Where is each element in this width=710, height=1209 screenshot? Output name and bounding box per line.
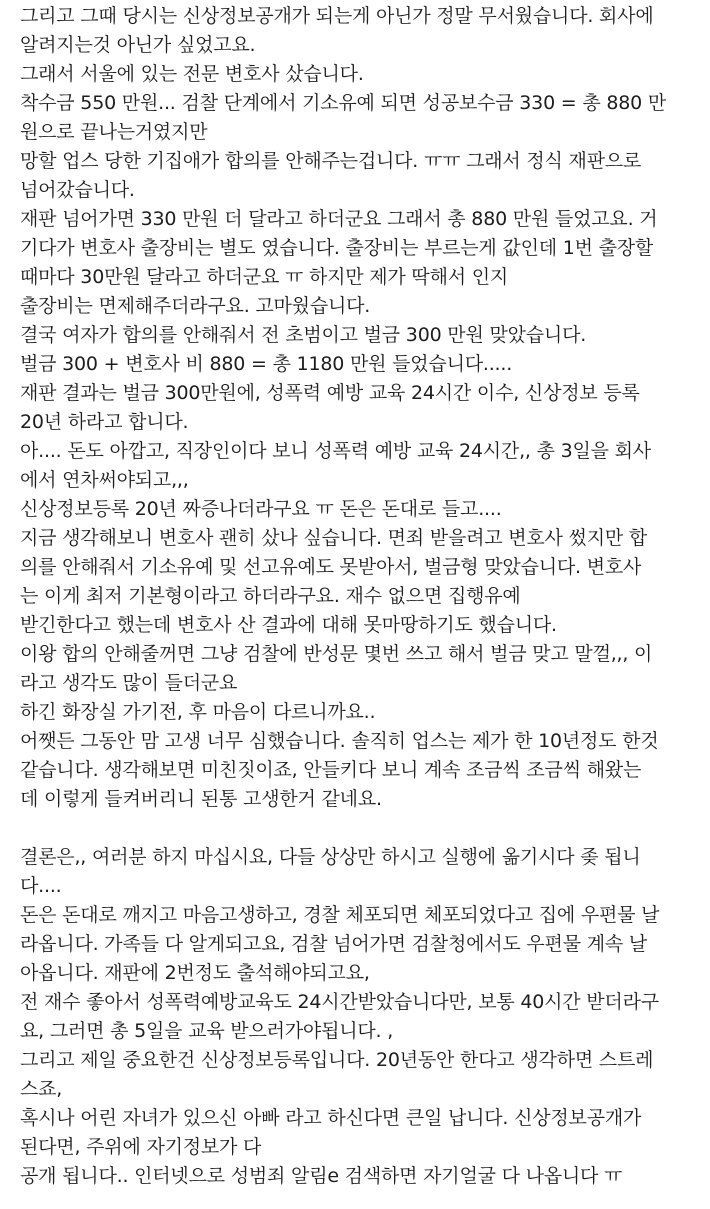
text-line-3: 그래서 서울에 있는 전문 변호사 샀습니다. <box>20 63 364 85</box>
text-line-19: 지금 생각해보니 변호사 괜히 샀나 싶습니다. 면죄 받을려고 변호사 썼지만 합 <box>20 527 648 549</box>
text-line-15: 20년 하라고 합니다. <box>20 411 189 433</box>
text-line-7: 넘어갔습니다. <box>20 179 135 201</box>
text-line-10: 때마다 30만원 달라고 하더군요 ㅠ 하지만 제가 딱해서 인지 <box>20 266 509 288</box>
text-line-36: 요, 그러면 총 5일을 교육 받으러가야됩니다. , <box>20 1020 394 1042</box>
text-line-17: 에서 연차써야되고,,, <box>20 469 189 491</box>
text-line-38: 스죠, <box>20 1078 63 1100</box>
text-line-32: 돈은 돈대로 깨지고 마음고생하고, 경찰 체포되면 체포되었다고 집에 우편물 날 <box>20 904 660 926</box>
text-line-11: 출장비는 면제해주더라구요. 고마웠습니다. <box>20 295 371 317</box>
text-line-41: 공개 됩니다.. 인터넷으로 성범죄 알림e 검색하면 자기얼굴 다 나옵니다 ㅠ <box>20 1165 623 1187</box>
text-line-25: 하긴 화장실 가기전, 후 마음이 다르니까요.. <box>20 701 376 723</box>
text-line-4: 착수금 550 만원... 검찰 단계에서 기소유예 되면 성공보수금 330 = 총 880 만 <box>20 92 667 114</box>
text-line-31: 다.... <box>20 875 62 897</box>
text-line-22: 받긴한다고 했는데 변호사 산 결과에 대해 못마땅하기도 했습니다. <box>20 614 557 636</box>
text-line-30: 결론은,, 여러분 하지 마십시요, 다들 상상만 하시고 실행에 옮기시다 좆 됩니 <box>20 846 641 868</box>
text-line-35: 전 재수 좋아서 성폭력예방교육도 24시간받았습니다만, 보통 40시간 받더라구 <box>20 991 659 1013</box>
text-line-2: 알려지는것 아닌가 싶었고요. <box>20 34 256 56</box>
text-line-16: 아.... 돈도 아깝고, 직장인이다 보니 성폭력 예방 교육 24시간,, 총 3일을 회사 <box>20 440 651 462</box>
text-line-27: 같습니다. 생각해보면 미친짓이죠, 안들키다 보니 계속 조금씩 조금씩 해왔는 <box>20 759 642 781</box>
text-line-13: 벌금 300 + 변호사 비 880 = 총 1180 만원 들었습니다..... <box>20 353 513 375</box>
text-line-6: 망할 업스 당한 기집애가 합의를 안해주는겁니다. ㅠㅠ 그래서 정식 재판으로 <box>20 150 642 172</box>
text-line-24: 라고 생각도 많이 들더군요 <box>20 672 238 694</box>
text-line-34: 아옵니다. 재판에 2번정도 출석해야되고요, <box>20 962 370 984</box>
text-line-21: 는 이게 최저 기본형이라고 하더라구요. 재수 없으면 집행유예 <box>20 585 521 607</box>
text-line-12: 결국 여자가 합의를 안해줘서 전 초범이고 벌금 300 만원 맞았습니다. <box>20 324 587 346</box>
text-line-33: 라옵니다. 가족들 다 알게되고요, 검찰 넘어가면 검찰청에서도 우편물 계속 날 <box>20 933 648 955</box>
text-line-9: 기다가 변호사 출장비는 별도 였습니다. 출장비는 부르는게 값인데 1번 출장할 <box>20 237 654 259</box>
text-line-14: 재판 결과는 벌금 300만원에, 성폭력 예방 교육 24시간 이수, 신상정보 등록 <box>20 382 640 404</box>
text-line-39: 혹시나 어린 자녀가 있으신 아빠 라고 하신다면 큰일 납니다. 신상정보공개가 <box>20 1107 642 1129</box>
text-line-5: 원으로 끝나는거였지만 <box>20 121 208 143</box>
text-line-20: 의를 안해줘서 기소유예 및 선고유예도 못받아서, 벌금형 맞았습니다. 변호사 <box>20 556 642 578</box>
text-line-8: 재판 넘어가면 330 만원 더 달라고 하더군요 그래서 총 880 만원 들었고요. 거 <box>20 208 658 230</box>
text-line-37: 그리고 제일 중요한건 신상정보등록입니다. 20년동안 한다고 생각하면 스트레 <box>20 1049 654 1071</box>
text-line-40: 된다면, 주위에 자기정보가 다 <box>20 1136 262 1158</box>
text-line-1: 그리고 그때 당시는 신상정보공개가 되는게 아닌가 정말 무서웠습니다. 회사에 <box>20 5 654 27</box>
text-line-26: 어쨋든 그동안 맘 고생 너무 심했습니다. 솔직히 업스는 제가 한 10년정도 한것 <box>20 730 659 752</box>
text-line-18: 신상정보등록 20년 짜증나더라구요 ㅠ 돈은 돈대로 들고.... <box>20 498 502 520</box>
text-line-23: 이왕 합의 안해줄꺼면 그냥 검찰에 반성문 몇번 쓰고 해서 벌금 맞고 말껄,,, 이 <box>20 643 653 665</box>
text-line-28: 데 이렇게 들켜버리니 된통 고생한거 같네요. <box>20 788 382 810</box>
